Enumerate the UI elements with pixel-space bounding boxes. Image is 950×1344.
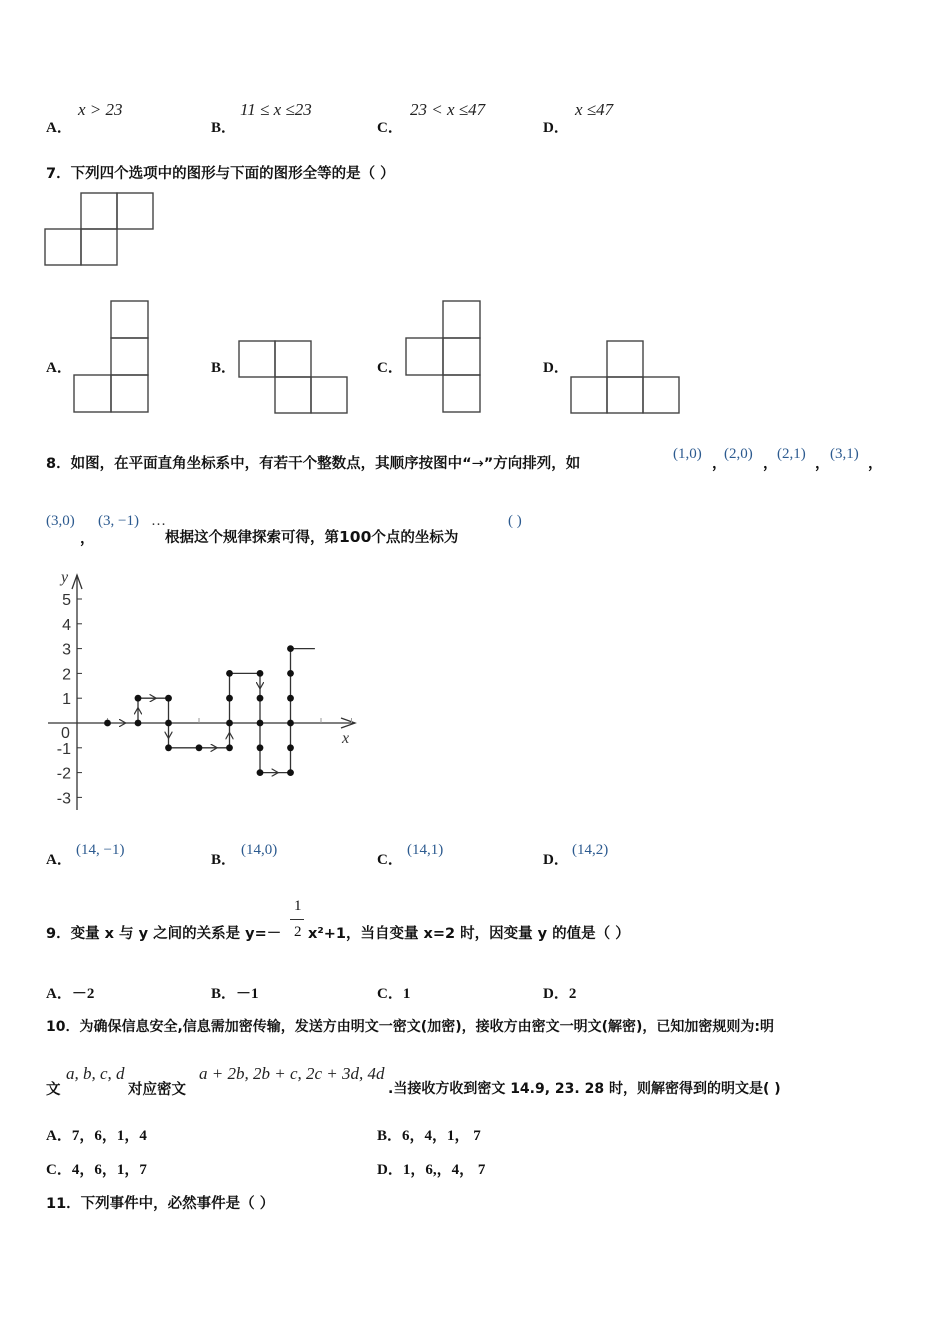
data-point	[226, 744, 233, 751]
q8-option-c-label[interactable]: C．	[377, 852, 403, 868]
q9-stem-mid: x²+1，当自变量 x=2 时，因变量 y 的值是（ ）	[308, 926, 630, 942]
y-tick-label: -2	[56, 765, 71, 783]
q9-option-d-label: D．	[543, 986, 569, 1002]
q6-option-b-expr: 11 ≤ x ≤23	[240, 100, 312, 119]
x-axis-label: x	[342, 730, 350, 747]
q8-sep-5: ，	[80, 531, 95, 547]
data-point	[257, 744, 264, 751]
q6-option-a-label[interactable]: A．	[46, 120, 72, 136]
q9-frac-den: 2	[294, 924, 302, 940]
q9-stem-prefix: 9．变量 x 与 y 之间的关系是 y=－	[46, 926, 282, 942]
data-point	[226, 670, 233, 677]
q10-wen: 文	[46, 1082, 61, 1098]
q7-option-a-figure	[73, 300, 151, 414]
q8-stem-end: 个点的坐标为	[371, 530, 459, 546]
data-point	[165, 695, 172, 702]
q10-stem-end: .当接收方收到密文 14.9, 23. 28 时，则解密得到的明文是( )	[388, 1081, 781, 1097]
q10-cipher-expr: a + 2b, 2b + c, 2c + 3d, 4d	[199, 1064, 385, 1083]
q8-option-d-label[interactable]: D．	[543, 852, 569, 868]
q9-option-b-value: －1	[236, 986, 259, 1002]
data-point	[196, 744, 203, 751]
q8-option-b-label[interactable]: B．	[211, 852, 237, 868]
y-tick-label: 3	[62, 641, 71, 659]
data-point	[226, 720, 233, 727]
y-tick-label: -3	[56, 790, 71, 808]
data-point	[287, 744, 294, 751]
q6-option-d-expr: x ≤47	[575, 100, 614, 119]
q8-stem-prefix: 8．如图，在平面直角坐标系中，有若干个整数点，其顺序按图中“	[46, 456, 472, 472]
q6-option-b-label[interactable]: B．	[211, 120, 237, 136]
q10-stem-line1: 10．为确保信息安全,信息需加密传输，发送方由明文一密文(加密)，接收方由密文一明文(解密)，已知加密规则为:明	[46, 1019, 774, 1035]
q8-option-d-value: (14,2)	[572, 842, 609, 858]
q8-sep-1: ，	[712, 456, 727, 472]
q9-option-c-value: 1	[402, 986, 411, 1002]
q9-option-a-value: －2	[71, 986, 95, 1002]
q7-option-b-label[interactable]: B．	[211, 360, 237, 376]
q7-option-b-figure	[238, 340, 350, 416]
q6-option-a-expr: x > 23	[78, 100, 123, 119]
q7-option-d-figure	[570, 340, 684, 416]
y-tick-label: 2	[62, 666, 71, 684]
q10-mid: 对应密文	[128, 1082, 186, 1098]
data-point	[165, 744, 172, 751]
data-point	[135, 695, 142, 702]
q8-stem-line1	[46, 452, 580, 473]
q8-answer-blank[interactable]: ( )	[508, 513, 522, 529]
q8-point-1: (1,0)	[673, 446, 702, 462]
q8-option-a-value: (14, −1)	[76, 842, 125, 858]
data-point	[135, 720, 142, 727]
data-point	[226, 695, 233, 702]
q9-option-b-label: B．	[211, 986, 237, 1002]
q9-frac-bar	[290, 919, 304, 920]
data-point	[165, 720, 172, 727]
data-point	[287, 695, 294, 702]
q8-option-a-label[interactable]: A．	[46, 852, 72, 868]
q8-stem-line2	[165, 526, 458, 547]
q8-ellipsis: …	[151, 513, 166, 529]
q8-coordinate-chart	[40, 560, 370, 820]
q8-stem-suffix: 根据这个规律探索可得，第	[165, 530, 339, 546]
data-point	[287, 670, 294, 677]
y-tick-label: 5	[62, 592, 71, 609]
q11-stem: 11．下列事件中，必然事件是（ ）	[46, 1196, 275, 1212]
q8-sep-2: ，	[763, 456, 778, 472]
q9-option-b[interactable]	[211, 982, 259, 1003]
x-tick-label: 0	[61, 725, 70, 742]
data-point	[287, 645, 294, 652]
q9-option-c[interactable]	[377, 982, 410, 1003]
q7-option-c-label[interactable]: C．	[377, 360, 403, 376]
q8-point-6: (3, −1)	[98, 513, 139, 529]
y-axis-label: y	[61, 569, 69, 586]
q10-option-c[interactable]: C．4，6，1，7	[46, 1162, 147, 1178]
q9-option-c-label: C．	[377, 986, 403, 1002]
data-point	[257, 720, 264, 727]
q8-point-4: (3,1)	[830, 446, 859, 462]
y-tick-label: 1	[62, 691, 71, 709]
q7-stem: 7．下列四个选项中的图形与下面的图形全等的是（ ）	[46, 166, 395, 182]
q10-option-b[interactable]: B．6，4，1， 7	[377, 1128, 481, 1144]
data-point	[104, 720, 111, 727]
q9-frac-num: 1	[294, 898, 302, 914]
q7-option-d-label[interactable]: D．	[543, 360, 569, 376]
q6-option-c-label[interactable]: C．	[377, 120, 403, 136]
q7-option-c-figure	[405, 300, 483, 414]
q8-stem-mid: ”方向排列，如	[483, 456, 581, 472]
y-tick-label: -1	[56, 740, 71, 758]
q10-option-d[interactable]: D．1，6,，4， 7	[377, 1162, 486, 1178]
data-point	[257, 769, 264, 776]
data-point	[257, 695, 264, 702]
q7-option-a-label[interactable]: A．	[46, 360, 72, 376]
q9-option-a-label: A．	[46, 986, 72, 1002]
q7-reference-figure	[44, 192, 156, 270]
q10-option-a[interactable]: A．7，6，1，4	[46, 1128, 147, 1144]
data-point	[257, 670, 264, 677]
y-tick-label: 4	[62, 616, 71, 634]
q9-option-d-value: 2	[568, 986, 577, 1002]
data-point	[287, 720, 294, 727]
data-point	[287, 769, 294, 776]
q8-point-2: (2,0)	[724, 446, 753, 462]
q6-option-d-label[interactable]: D．	[543, 120, 569, 136]
q8-point-5: (3,0)	[46, 513, 75, 529]
q8-sep-3: ，	[815, 456, 830, 472]
q8-number: 100	[339, 528, 372, 546]
q6-option-c-expr: 23 < x ≤47	[410, 100, 486, 119]
q8-arrow-icon: →	[471, 456, 484, 472]
q8-option-b-value: (14,0)	[241, 842, 278, 858]
q10-plain-vars: a, b, c, d	[66, 1064, 125, 1083]
q9-option-a[interactable]	[46, 982, 94, 1003]
q8-sep-4: ，	[868, 456, 883, 472]
q9-option-d[interactable]	[543, 982, 576, 1003]
q8-point-3: (2,1)	[777, 446, 806, 462]
q8-option-c-value: (14,1)	[407, 842, 444, 858]
